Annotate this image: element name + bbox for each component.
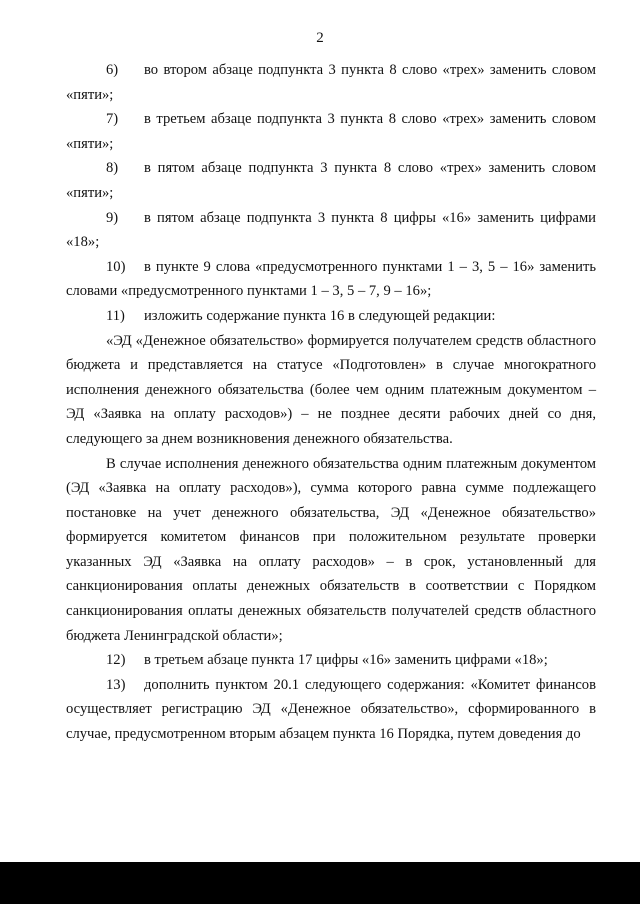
list-item-10	[66, 255, 596, 304]
list-item-8	[66, 156, 596, 205]
list-item-12	[66, 648, 596, 673]
item-text: в пятом абзаце подпункта 3 пункта 8 слово «трех» заменить словом «пяти»;	[66, 160, 596, 201]
item-number: 7)	[106, 111, 119, 128]
item-text: в третьем абзаце пункта 17 цифры «16» заменить цифрами «18»;	[144, 652, 548, 669]
item-number: 9)	[106, 209, 119, 226]
item-number: 11)	[106, 307, 125, 324]
item-text: изложить содержание пункта 16 в следующей редакции:	[144, 307, 496, 324]
item-text: в пункте 9 слова «предусмотренного пунктами 1 – 3, 5 – 16» заменить словами «предусмотренного пунктами 1 – 3, 5 – 7, 9 – 16»;	[66, 258, 596, 300]
list-item-6	[66, 58, 596, 107]
list-item-11	[66, 304, 596, 329]
item-text: во втором абзаце подпункта 3 пункта 8 слово «трех» заменить словом «пяти»;	[66, 62, 596, 103]
quote-paragraph-1: «ЭД «Денежное обязательство» формируется получателем средств областного бюджета и представляется на статусе «Подготовлен» в случае многократного исполнения денежного обязательства (более чем одним платежным документом – ЭД «Заявка на оплату расходов») – не позднее десяти рабочих дней со дня, следующего за днем возникновения денежного обязательства.	[66, 332, 596, 447]
item-number: 6)	[106, 62, 119, 78]
document-body	[66, 58, 596, 747]
item-text: дополнить пунктом 20.1 следующего содержания: «Комитет финансов осуществляет регистрацию ЭД «Денежное обязательство», сформированного в случае, предусмотренном вторым абзацем пункта 16 Порядка, путем доведения до	[66, 676, 596, 743]
item-number: 13)	[106, 676, 126, 693]
item-text: в пятом абзаце подпункта 3 пункта 8 цифры «16» заменить цифрами «18»;	[66, 209, 596, 251]
quote-paragraph-2: В случае исполнения денежного обязательства одним платежным документом (ЭД «Заявка на оплату расходов»), сумма которого равна сумме подлежащего постановке на учет денежного обязательства, ЭД «Денежное обязательство» формируется комитетом финансов при положительном результате проверки указанных ЭД «Заявка на оплату расходов» – в срок, установленный для санкционирования оплаты денежных обязательств в соответствии с Порядком санкционирования оплаты денежных обязательств получателей средств областного бюджета Ленинградской области»;	[66, 455, 596, 644]
item-number: 10)	[106, 258, 126, 275]
list-item-9	[66, 206, 596, 255]
item-number: 12)	[106, 652, 126, 669]
scan-border	[0, 862, 640, 904]
item-number: 8)	[106, 160, 119, 177]
page-number: 2	[316, 30, 324, 46]
list-item-7	[66, 107, 596, 156]
list-item-13	[66, 673, 596, 747]
item-text: в третьем абзаце подпункта 3 пункта 8 слово «трех» заменить словом «пяти»;	[66, 111, 596, 152]
